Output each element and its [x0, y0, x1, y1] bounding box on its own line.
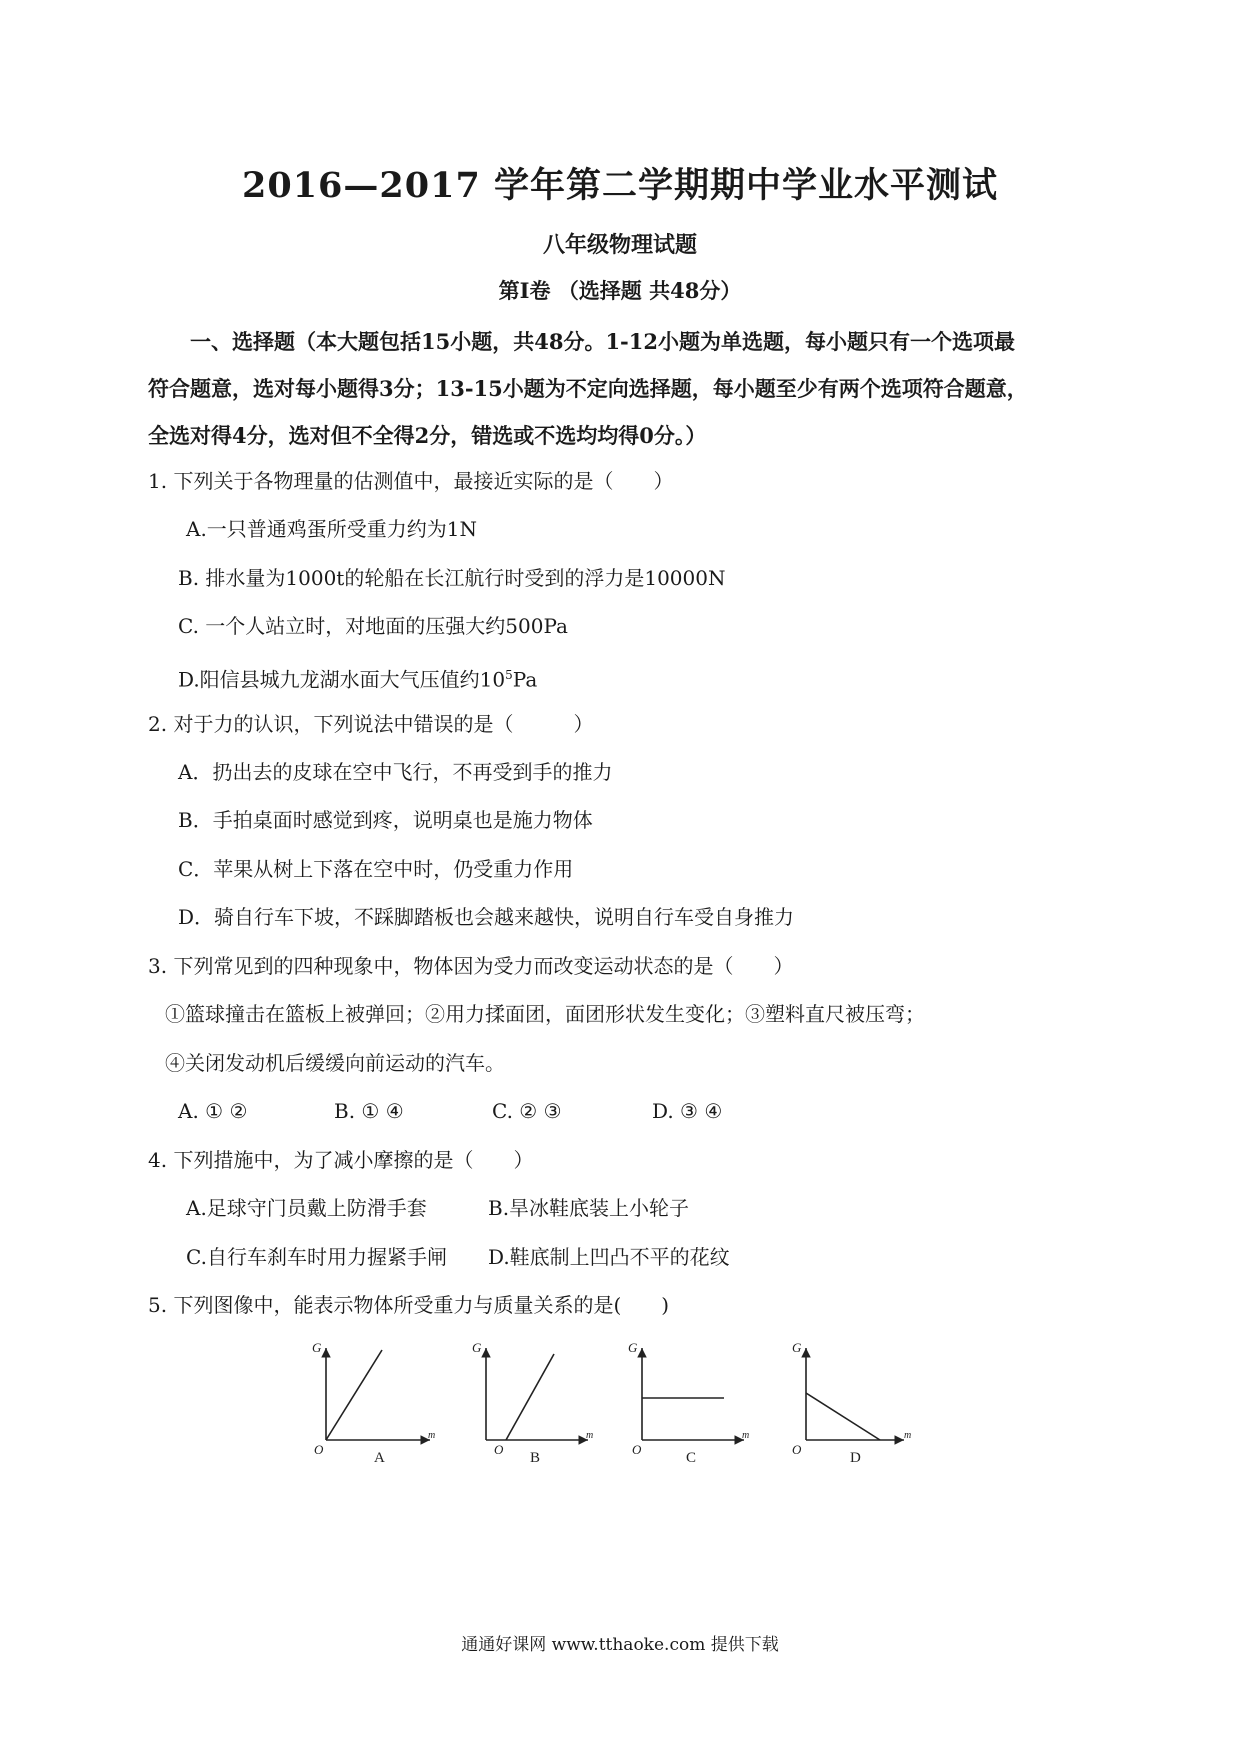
graph-d [792, 1340, 911, 1466]
instructions-line-2: 符合题意，选对每小题得3分；13-15小题为不定向选择题，每小题至少有两个选项符合题意， [148, 376, 1028, 401]
question-3-option-d: D. ③ ④ [652, 1099, 723, 1123]
question-4-option-d: D.鞋底制上凹凸不平的花纹 [488, 1245, 730, 1269]
graph-c-x-label: m [742, 1430, 750, 1441]
question-3-option-c: C. ② ③ [492, 1099, 562, 1123]
question-2-option-a: A．扔出去的皮球在空中飞行，不再受到手的推力 [178, 760, 613, 784]
question-4-option-a: A.足球守门员戴上防滑手套 [186, 1196, 427, 1220]
exponent: 5 [505, 668, 513, 682]
graph-a-y-label: G [312, 1340, 322, 1355]
question-3-option-a: A. ① ② [178, 1099, 248, 1123]
question-4-option-c: C.自行车刹车时用力握紧手闸 [186, 1245, 447, 1269]
question-1-option-a: A.一只普通鸡蛋所受重力约为1N [186, 517, 478, 541]
question-1-option-d [178, 661, 537, 694]
graph-a-label: A [374, 1450, 385, 1466]
question-3-stem: 3. 下列常见到的四种现象中，物体因为受力而改变运动状态的是（ ） [148, 954, 794, 978]
graph-c [628, 1340, 749, 1466]
question-4-option-b: B.旱冰鞋底装上小轮子 [488, 1196, 690, 1220]
graph-a-line [326, 1350, 382, 1440]
graph-d-label: D [850, 1450, 861, 1466]
section-heading: 第Ⅰ卷 （选择题 共48分） [498, 278, 742, 303]
graph-a [312, 1340, 435, 1466]
graph-b-origin: O [494, 1442, 504, 1457]
graph-d-origin: O [792, 1442, 802, 1457]
graph-b-x-label: m [586, 1430, 594, 1441]
question-4-stem: 4. 下列措施中，为了减小摩擦的是（ ） [148, 1148, 534, 1172]
section-instructions [148, 318, 1088, 459]
question-2-option-d: D．骑自行车下坡，不踩脚踏板也会越来越快，说明自行车受自身推力 [178, 905, 795, 929]
question-5-graphs [290, 1340, 950, 1470]
exam-title: 2016—2017 学年第二学期期中学业水平测试 [241, 165, 998, 206]
graph-d-y-label: G [792, 1340, 802, 1355]
graph-b [472, 1340, 593, 1466]
exam-subtitle: 八年级物理试题 [542, 232, 697, 258]
question-3-description-2: ④关闭发动机后缓缓向前运动的汽车。 [165, 1051, 505, 1075]
question-1-option-d-text: D.阳信县城九龙湖水面大气压值约10 [178, 667, 506, 692]
graph-b-label: B [530, 1450, 541, 1466]
question-2-option-b: B．手拍桌面时感觉到疼，说明桌也是施力物体 [178, 808, 593, 832]
question-5-stem: 5. 下列图像中，能表示物体所受重力与质量关系的是( ) [148, 1293, 670, 1317]
question-3-option-b: B. ① ④ [334, 1099, 404, 1123]
instructions-line-3: 全选对得4分，选对但不全得2分，错选或不选均均得0分。） [148, 423, 707, 448]
instructions-line-1: 一、选择题（本大题包括15小题，共48分。1-12小题为单选题，每小题只有一个选项最 [190, 329, 1015, 354]
graph-a-x-label: m [428, 1430, 436, 1441]
graph-a-origin: O [314, 1442, 324, 1457]
graph-d-line [806, 1393, 880, 1440]
question-2-stem: 2. 对于力的认识，下列说法中错误的是（ ） [148, 712, 594, 736]
graph-b-y-label: G [472, 1340, 482, 1355]
question-1-option-b: B. 排水量为1000t的轮船在长江航行时受到的浮力是10000N [178, 566, 726, 590]
page-footer: 通通好课网 www.tthaoke.com 提供下载 [461, 1635, 779, 1655]
question-1-option-c: C. 一个人站立时，对地面的压强大约500Pa [178, 614, 568, 638]
graph-c-origin: O [632, 1442, 642, 1457]
question-1-option-d-unit: Pa [512, 667, 538, 692]
graph-c-label: C [686, 1450, 697, 1466]
question-2-option-c: C．苹果从树上下落在空中时，仍受重力作用 [178, 857, 574, 881]
graph-c-y-label: G [628, 1340, 638, 1355]
question-3-description-1: ①篮球撞击在篮板上被弹回；②用力揉面团，面团形状发生变化；③塑料直尺被压弯； [165, 1002, 925, 1026]
graph-d-x-label: m [904, 1430, 912, 1441]
question-1-stem: 1. 下列关于各物理量的估测值中，最接近实际的是（ ） [148, 469, 674, 493]
graph-b-line [506, 1354, 554, 1440]
